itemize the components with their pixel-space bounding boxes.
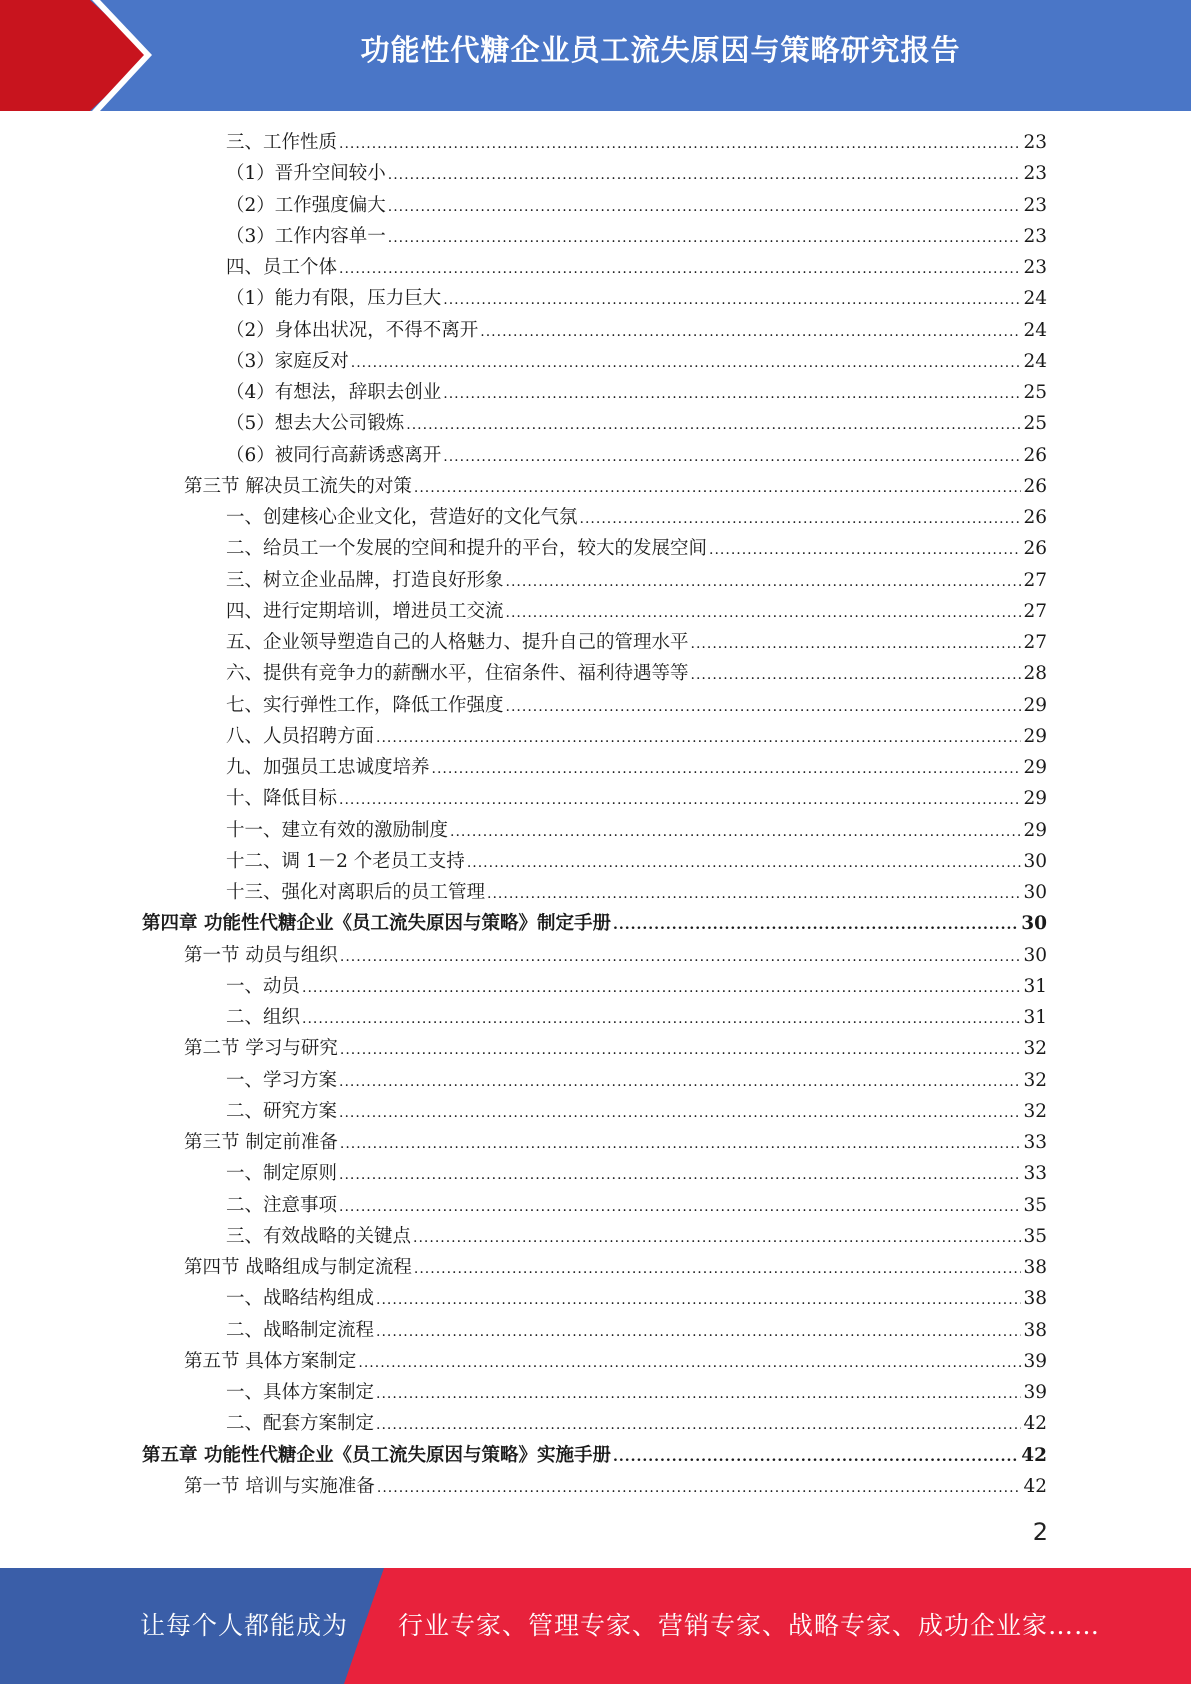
toc-entry-title: （2）工作强度偏大 (226, 194, 386, 216)
toc-dot-leader (340, 1035, 1022, 1066)
toc-entry-title: 一、具体方案制定 (226, 1382, 375, 1403)
toc-entry-title: （3）工作内容单一 (226, 225, 386, 247)
toc-entry-page: 39 (1023, 1382, 1047, 1403)
toc-entry-page: 29 (1023, 725, 1047, 747)
toc-entry-title: 第四节 战略组成与制定流程 (184, 1257, 412, 1278)
toc-entry-title: 四、进行定期培训，增进员工交流 (226, 600, 504, 622)
toc-entry-title: 第三节 制定前准备 (184, 1132, 338, 1153)
toc-entry-title: 三、工作性质 (226, 132, 338, 153)
toc-entry-page: 32 (1023, 1038, 1047, 1060)
toc-dot-leader (413, 1223, 1021, 1254)
toc-dot-leader (388, 192, 1022, 223)
toc-dot-leader (339, 1192, 1021, 1223)
toc-entry-page: 24 (1023, 319, 1047, 341)
toc-dot-leader (506, 567, 1022, 598)
toc-entry[interactable] (0, 877, 1191, 908)
toc-entry[interactable] (0, 721, 1191, 752)
toc-entry-title: 八、人员招聘方面 (226, 725, 375, 747)
toc-dot-leader (613, 910, 1019, 941)
toc-entry-page: 30 (1023, 882, 1047, 903)
toc-entry-title: （3）家庭反对 (226, 350, 349, 372)
toc-entry-page: 23 (1023, 257, 1047, 278)
toc-entry-page: 38 (1023, 1288, 1047, 1310)
toc-entry-page: 26 (1023, 538, 1047, 560)
toc-entry-title: （1）能力有限，压力巨大 (226, 288, 442, 310)
toc-entry[interactable] (0, 1127, 1191, 1158)
toc-entry-title: 十一、建立有效的激励制度 (226, 819, 449, 841)
toc-entry-page: 26 (1023, 475, 1047, 497)
toc-entry-title: 二、配套方案制定 (226, 1413, 375, 1435)
toc-entry-title: 二、给员工一个发展的空间和提升的平台，较大的发展空间 (226, 538, 708, 560)
toc-entry[interactable] (0, 1252, 1191, 1283)
toc-entry[interactable] (0, 158, 1191, 189)
toc-entry[interactable] (0, 1377, 1191, 1408)
toc-entry-page: 24 (1023, 350, 1047, 372)
toc-dot-leader (339, 1067, 1021, 1098)
toc-entry-title: 第一节 动员与组织 (184, 944, 338, 966)
toc-entry-title: 七、实行弹性工作，降低工作强度 (226, 694, 504, 716)
toc-entry[interactable] (0, 1346, 1191, 1377)
toc-entry[interactable] (0, 1408, 1191, 1439)
toc-dot-leader (358, 1348, 1021, 1379)
toc-entry[interactable] (0, 1002, 1191, 1033)
toc-dot-leader (388, 160, 1022, 191)
toc-entry-title: 九、加强员工忠诚度培养 (226, 757, 430, 778)
toc-entry-title: 三、有效战略的关键点 (226, 1225, 412, 1247)
toc-dot-leader (450, 817, 1021, 848)
toc-entry[interactable] (0, 377, 1191, 408)
toc-entry-title: 二、注意事项 (226, 1194, 338, 1216)
toc-dot-leader (580, 504, 1022, 535)
toc-dot-leader (432, 754, 1022, 785)
toc-dot-leader (302, 973, 1021, 1004)
toc-dot-leader (376, 1285, 1021, 1316)
toc-entry-page: 33 (1023, 1132, 1047, 1153)
toc-entry-title: 二、组织 (226, 1007, 301, 1028)
toc-entry[interactable] (0, 1158, 1191, 1189)
toc-entry-title: 第三节 解决员工流失的对策 (184, 475, 412, 497)
toc-entry-page: 38 (1023, 1319, 1047, 1341)
toc-entry-page: 32 (1023, 1069, 1047, 1091)
toc-entry-page: 28 (1023, 663, 1047, 685)
toc-entry-title: 第五节 具体方案制定 (184, 1350, 357, 1372)
toc-entry-title: 二、研究方案 (226, 1100, 338, 1122)
toc-dot-leader (376, 723, 1021, 754)
toc-dot-leader (506, 598, 1022, 629)
toc-entry-page: 31 (1023, 975, 1047, 997)
toc-entry-page: 27 (1023, 569, 1047, 591)
toc-entry-page: 38 (1023, 1257, 1047, 1278)
toc-entry-page: 23 (1023, 132, 1047, 153)
toc-dot-leader (487, 879, 1021, 910)
toc-entry-page: 27 (1023, 600, 1047, 622)
toc-entry[interactable] (0, 658, 1191, 689)
toc-dot-leader (302, 1004, 1021, 1035)
toc-entry-title: 第四章 功能性代糖企业《员工流失原因与策略》制定手册 (142, 913, 611, 935)
toc-entry[interactable] (0, 846, 1191, 877)
toc-entry[interactable] (0, 1065, 1191, 1096)
footer-slogan-left: 让每个人都能成为 (140, 1611, 349, 1640)
toc-entry-page: 31 (1023, 1007, 1047, 1028)
page-number: 2 (1032, 1518, 1048, 1546)
toc-dot-leader (613, 1442, 1019, 1473)
toc-dot-leader (340, 942, 1022, 973)
toc-entry[interactable] (0, 971, 1191, 1002)
toc-entry[interactable] (0, 690, 1191, 721)
toc-entry-title: 四、员工个体 (226, 257, 338, 278)
toc-entry-page: 30 (1023, 944, 1047, 966)
header-arrow-red (0, 0, 150, 111)
toc-entry[interactable] (0, 408, 1191, 439)
toc-dot-leader (376, 1379, 1021, 1410)
toc-entry[interactable] (0, 1190, 1191, 1221)
toc-entry[interactable] (0, 502, 1191, 533)
toc-dot-leader (339, 1160, 1021, 1191)
toc-entry-page: 35 (1023, 1194, 1047, 1216)
footer-banner (0, 1568, 1191, 1684)
toc-entry-title: （6）被同行高薪诱惑离开 (226, 444, 442, 466)
toc-entry-page: 24 (1023, 288, 1047, 310)
toc-entry[interactable] (0, 1283, 1191, 1314)
toc-entry-title: 一、制定原则 (226, 1163, 338, 1185)
toc-entry-title: 一、战略结构组成 (226, 1288, 375, 1310)
toc-entry[interactable] (0, 1096, 1191, 1127)
toc-entry-page: 23 (1023, 225, 1047, 247)
toc-entry-page: 39 (1023, 1350, 1047, 1372)
toc-entry-title: 第一节 培训与实施准备 (184, 1475, 375, 1497)
toc-entry[interactable] (0, 533, 1191, 564)
toc-dot-leader (351, 348, 1022, 379)
toc-entry[interactable] (0, 1315, 1191, 1346)
toc-entry[interactable] (0, 565, 1191, 596)
toc-entry-page: 25 (1023, 382, 1047, 403)
toc-entry-page: 25 (1023, 413, 1047, 435)
toc-entry-title: 十二、调 1－2 个老员工支持 (226, 850, 465, 872)
toc-dot-leader (406, 410, 1021, 441)
toc-entry-title: 第五章 功能性代糖企业《员工流失原因与策略》实施手册 (142, 1444, 611, 1466)
toc-entry[interactable] (0, 1221, 1191, 1252)
toc-dot-leader (339, 129, 1021, 160)
toc-entry[interactable] (0, 1440, 1191, 1471)
toc-entry-page: 35 (1023, 1225, 1047, 1247)
toc-entry-page: 26 (1023, 507, 1047, 528)
toc-entry-page: 26 (1023, 444, 1047, 466)
toc-dot-leader (376, 1317, 1021, 1348)
toc-dot-leader (709, 535, 1021, 566)
toc-dot-leader (691, 629, 1022, 660)
toc-entry[interactable] (0, 783, 1191, 814)
toc-entry[interactable] (0, 283, 1191, 314)
toc-entry-page: 33 (1023, 1163, 1047, 1185)
toc-entry[interactable] (0, 1033, 1191, 1064)
toc-entry-title: 六、提供有竞争力的薪酬水平，住宿条件、福利待遇等等 (226, 663, 689, 685)
toc-dot-leader (691, 660, 1022, 691)
toc-entry-page: 42 (1021, 1444, 1047, 1466)
toc-entry-title: 一、动员 (226, 975, 301, 997)
toc-entry[interactable] (0, 471, 1191, 502)
toc-entry-page: 29 (1023, 694, 1047, 716)
toc-dot-leader (340, 1129, 1022, 1160)
toc-entry-page: 30 (1021, 913, 1047, 935)
footer-slogan-right: 行业专家、管理专家、营销专家、战略专家、成功企业家…… (398, 1611, 1101, 1640)
toc-entry-page: 27 (1023, 632, 1047, 653)
toc-entry[interactable] (0, 127, 1191, 158)
toc-entry-title: 二、战略制定流程 (226, 1319, 375, 1341)
toc-entry-page: 29 (1023, 819, 1047, 841)
toc-entry-page: 30 (1023, 850, 1047, 872)
toc-entry[interactable] (0, 346, 1191, 377)
toc-entry[interactable] (0, 752, 1191, 783)
toc-dot-leader (414, 1254, 1022, 1285)
toc-dot-leader (480, 317, 1021, 348)
toc-dot-leader (414, 473, 1022, 504)
toc-entry-page: 32 (1023, 1100, 1047, 1122)
toc-entry-page: 42 (1023, 1475, 1047, 1497)
toc-entry[interactable] (0, 440, 1191, 471)
toc-entry-title: （4）有想法，辞职去创业 (226, 382, 442, 403)
toc-dot-leader (339, 1098, 1021, 1129)
toc-entry-title: 十三、强化对离职后的员工管理 (226, 882, 486, 903)
toc-entry-page: 42 (1023, 1413, 1047, 1435)
toc-entry-title: 十、降低目标 (226, 788, 338, 810)
toc-entry[interactable] (0, 315, 1191, 346)
toc-dot-leader (443, 285, 1021, 316)
toc-entry-title: （5）想去大公司锻炼 (226, 413, 405, 435)
toc-entry-page: 29 (1023, 788, 1047, 810)
toc-entry-title: （1）晋升空间较小 (226, 163, 386, 185)
toc-entry-title: 三、树立企业品牌，打造良好形象 (226, 569, 504, 591)
toc-dot-leader (377, 1473, 1022, 1504)
toc-entry[interactable] (0, 940, 1191, 971)
header-banner (0, 0, 1191, 111)
table-of-contents (0, 127, 1191, 1502)
toc-dot-leader (339, 785, 1021, 816)
toc-entry-title: 一、创建核心企业文化，营造好的文化气氛 (226, 507, 578, 528)
toc-entry[interactable] (0, 1471, 1191, 1502)
toc-entry-page: 23 (1023, 194, 1047, 216)
toc-entry-title: 第二节 学习与研究 (184, 1038, 338, 1060)
toc-entry[interactable] (0, 596, 1191, 627)
toc-entry[interactable] (0, 627, 1191, 658)
toc-dot-leader (506, 692, 1022, 723)
toc-dot-leader (388, 223, 1022, 254)
toc-entry-title: （2）身体出状况，不得不离开 (226, 319, 479, 341)
toc-dot-leader (467, 848, 1022, 879)
toc-entry[interactable] (0, 252, 1191, 283)
toc-entry-title: 五、企业领导塑造自己的人格魅力、提升自己的管理水平 (226, 632, 689, 653)
toc-entry-page: 23 (1023, 163, 1047, 185)
toc-dot-leader (443, 379, 1021, 410)
toc-dot-leader (376, 1410, 1021, 1441)
toc-entry[interactable] (0, 815, 1191, 846)
toc-entry-page: 29 (1023, 757, 1047, 778)
toc-entry[interactable] (0, 908, 1191, 939)
toc-dot-leader (443, 442, 1021, 473)
toc-entry[interactable] (0, 221, 1191, 252)
toc-dot-leader (339, 254, 1021, 285)
document-title: 功能性代糖企业员工流失原因与策略研究报告 (360, 33, 961, 67)
toc-entry-title: 一、学习方案 (226, 1069, 338, 1091)
toc-entry[interactable] (0, 190, 1191, 221)
